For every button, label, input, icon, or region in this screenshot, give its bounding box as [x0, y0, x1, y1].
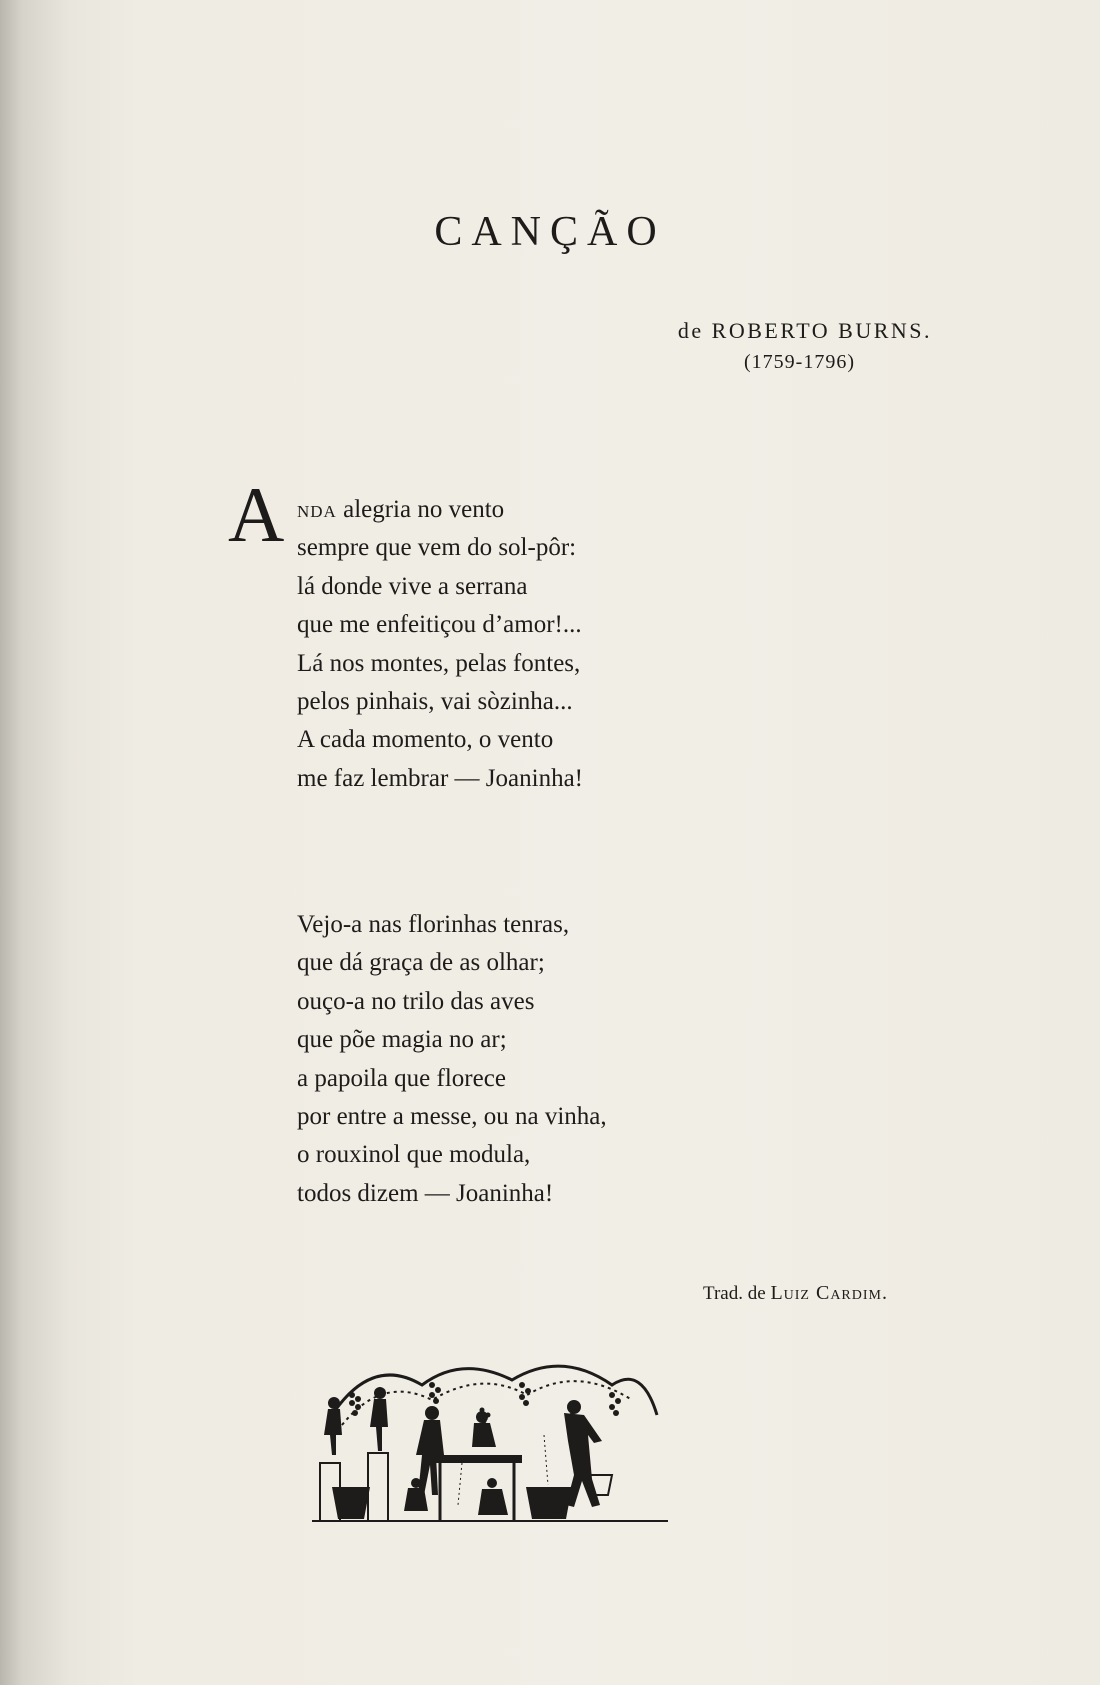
author-line: de ROBERTO BURNS.	[677, 318, 932, 343]
poem-line: por entre a messe, ou na vinha,	[297, 1102, 607, 1130]
poem-line: a papoila que florece	[297, 1064, 506, 1092]
poem-line: Lá nos montes, pelas fontes,	[297, 649, 581, 677]
credit-prefix: Trad. de	[703, 1283, 771, 1304]
first-line-text: alegria no vento	[336, 496, 505, 523]
translator-name: Luiz Cardim.	[770, 1282, 888, 1304]
poem-title: CANÇÃO	[434, 209, 666, 255]
vineyard-vignette-illustration	[312, 1355, 668, 1525]
poem-line	[297, 491, 583, 529]
stanza-2	[297, 906, 607, 1213]
author-dates: (1759-1796)	[744, 351, 855, 373]
poem-line: lá donde vive a serrana	[297, 572, 528, 600]
translator-credit	[703, 1282, 888, 1305]
drop-cap: A	[228, 471, 285, 558]
stanza-1	[297, 491, 583, 798]
poem-line: que põe magia no ar;	[297, 1026, 507, 1054]
poem-line: que me enfeitiçou d’amor!...	[297, 611, 582, 639]
poem-line: A cada momento, o vento	[297, 726, 554, 754]
poem-line: sempre que vem do sol-pôr:	[297, 534, 577, 562]
poem-line: Vejo-a nas florinhas tenras,	[297, 911, 570, 938]
poem-line: todos dizem — Joaninha!	[297, 1179, 554, 1207]
drop-cap-continuation: NDA	[297, 502, 337, 521]
poem-line: que dá graça de as olhar;	[297, 949, 545, 977]
poem-line: ouço-a no trilo das aves	[297, 987, 535, 1015]
poem-line: pelos pinhais, vai sòzinha...	[297, 687, 573, 715]
poem-line: o rouxinol que modula,	[297, 1141, 531, 1169]
poem-line: me faz lembrar — Joaninha!	[297, 764, 583, 792]
